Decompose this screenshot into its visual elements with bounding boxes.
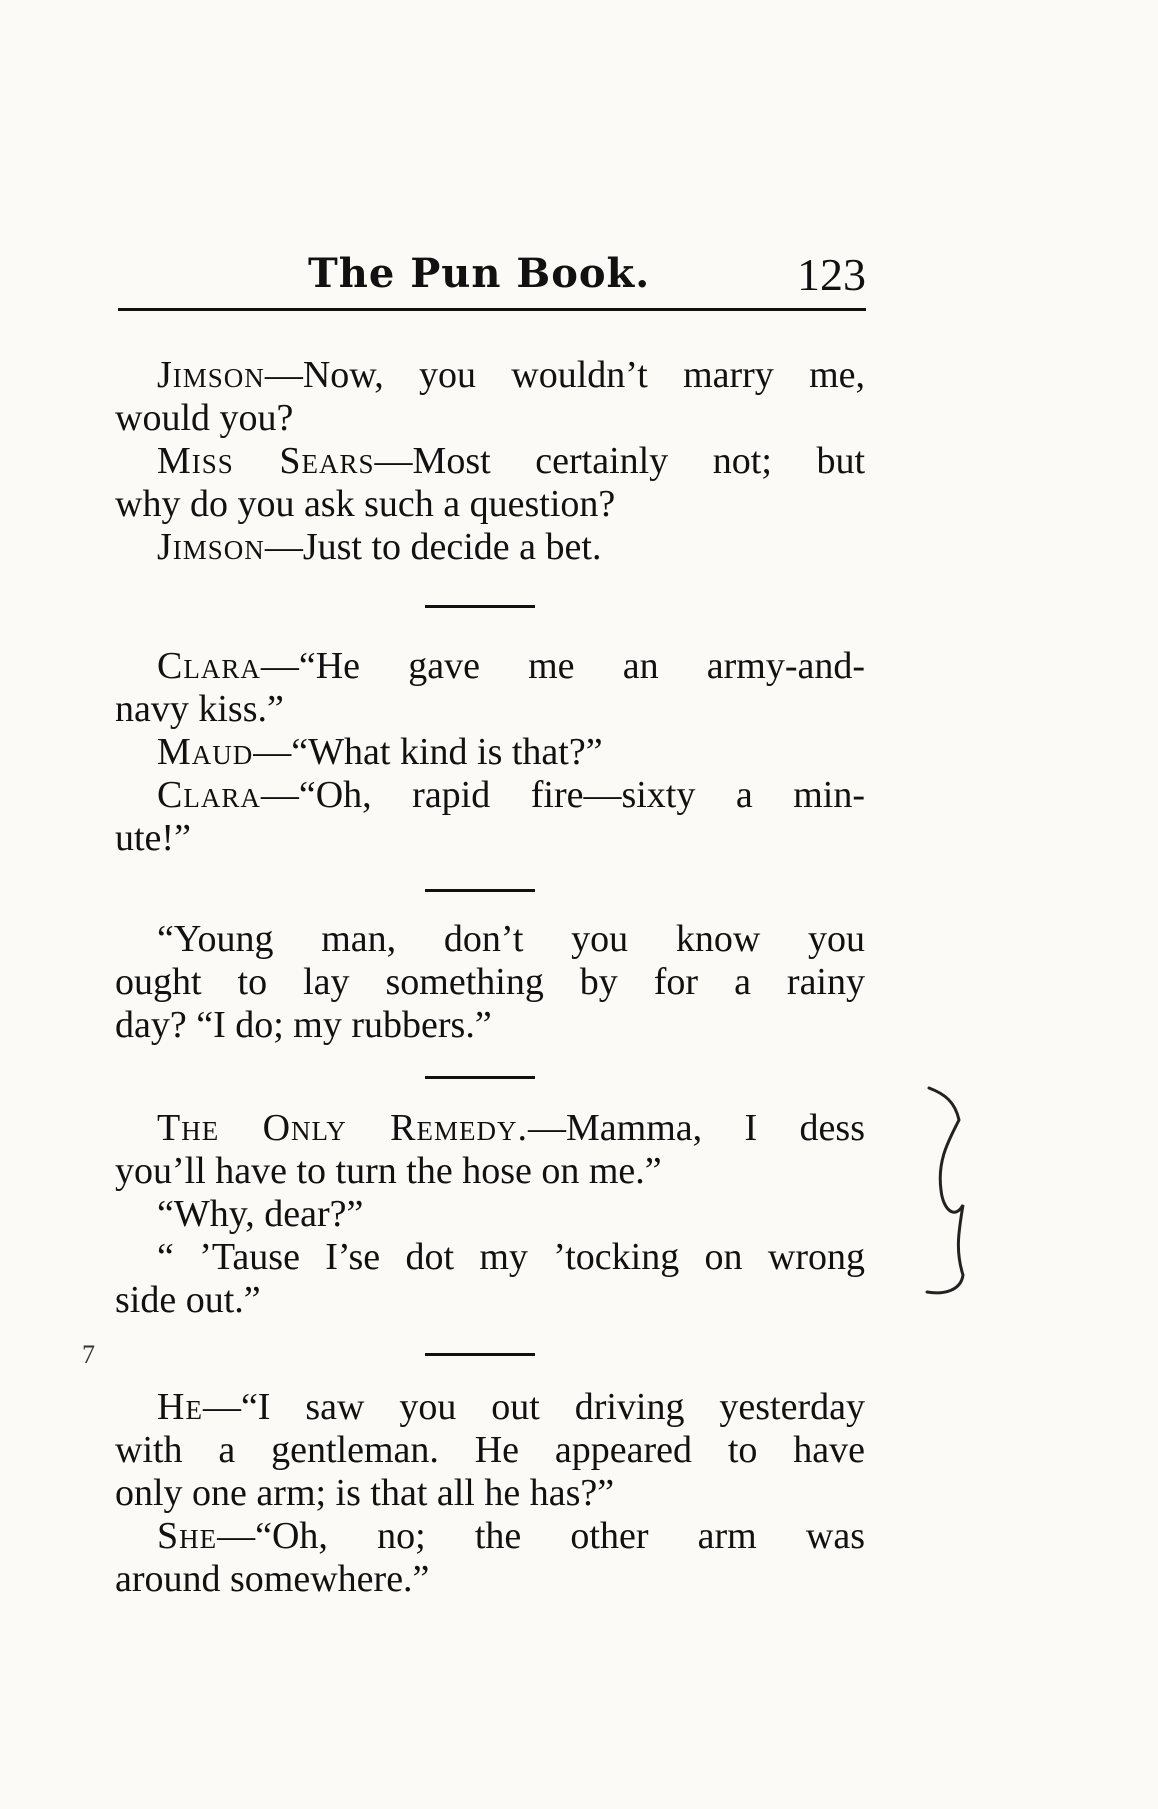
speaker: Clara <box>157 645 261 687</box>
section-divider <box>425 1353 535 1356</box>
line-text: —“He gave me an army-and- <box>260 645 865 687</box>
dialogue-line <box>115 483 865 526</box>
dialogue-line <box>115 1107 865 1150</box>
joke-1 <box>115 354 865 569</box>
dialogue-line <box>115 817 865 860</box>
line-text: day? “I do; my rubbers.” <box>115 1004 492 1046</box>
line-text: you’ll have to turn the hose on me.” <box>115 1150 662 1192</box>
joke-5 <box>115 1386 865 1601</box>
dialogue-line <box>115 1472 865 1515</box>
speaker: Jimson <box>157 526 265 568</box>
line-text: —“I saw you out driving yesterday <box>202 1386 865 1428</box>
page-number: 123 <box>797 249 866 300</box>
line-text: side out.” <box>115 1279 261 1321</box>
speaker: Jimson <box>157 354 265 396</box>
dialogue-line <box>115 774 865 817</box>
line-text: —Most certainly not; but <box>374 440 866 482</box>
speaker: Miss Sears <box>157 440 375 482</box>
speaker: Clara <box>157 774 261 816</box>
line-text: only one arm; is that all he has?” <box>115 1472 615 1514</box>
line-text: —Just to decide a bet. <box>264 526 602 568</box>
dialogue-line <box>115 1429 865 1472</box>
line-text: “ ’Tause I’se dot my ’tocking on wrong <box>157 1236 865 1278</box>
line-text: around somewhere.” <box>115 1558 430 1600</box>
dialogue-line <box>115 397 865 440</box>
margin-bracket-mark <box>915 1080 995 1310</box>
dialogue-line <box>115 688 865 731</box>
speaker: Maud <box>157 731 254 773</box>
running-title: The Pun Book. <box>308 250 651 297</box>
text-line <box>115 918 865 961</box>
text-line <box>115 1004 865 1047</box>
line-text: ought to lay something by for a rainy <box>115 961 865 1003</box>
line-text: “Young man, don’t you know you <box>157 918 865 960</box>
dialogue-line <box>115 731 865 774</box>
speaker: She <box>157 1515 218 1557</box>
dialogue-line <box>115 1515 865 1558</box>
dialogue-line <box>115 1558 865 1601</box>
line-text: why do you ask such a question? <box>115 483 616 525</box>
text-line <box>115 961 865 1004</box>
section-divider <box>425 1076 535 1079</box>
line-text: “Why, dear?” <box>157 1193 364 1235</box>
dialogue-line <box>115 440 865 483</box>
line-text: —Mamma, I dess <box>528 1107 865 1149</box>
line-text: —“What kind is that?” <box>253 731 603 773</box>
dialogue-line <box>115 526 865 569</box>
speaker: The Only Remedy. <box>157 1107 529 1149</box>
margin-stray-mark: 7 <box>82 1340 95 1369</box>
joke-2 <box>115 645 865 860</box>
dialogue-line <box>115 1150 865 1193</box>
dialogue-line <box>115 1236 865 1279</box>
section-divider <box>425 605 535 608</box>
joke-4 <box>115 1107 865 1322</box>
line-text: ute!” <box>115 817 191 859</box>
page-header <box>118 248 866 311</box>
joke-3 <box>115 918 865 1047</box>
dialogue-line <box>115 1279 865 1322</box>
line-text: —Now, you wouldn’t marry me, <box>264 354 865 396</box>
section-divider <box>425 889 535 892</box>
dialogue-line <box>115 1386 865 1429</box>
dialogue-line <box>115 645 865 688</box>
line-text: —“Oh, rapid fire—sixty a min- <box>260 774 865 816</box>
line-text: would you? <box>115 397 294 439</box>
speaker: He <box>157 1386 203 1428</box>
line-text: navy kiss.” <box>115 688 284 730</box>
dialogue-line <box>115 354 865 397</box>
line-text: with a gentleman. He appeared to have <box>115 1429 865 1471</box>
dialogue-line <box>115 1193 865 1236</box>
line-text: —“Oh, no; the other arm was <box>217 1515 865 1557</box>
